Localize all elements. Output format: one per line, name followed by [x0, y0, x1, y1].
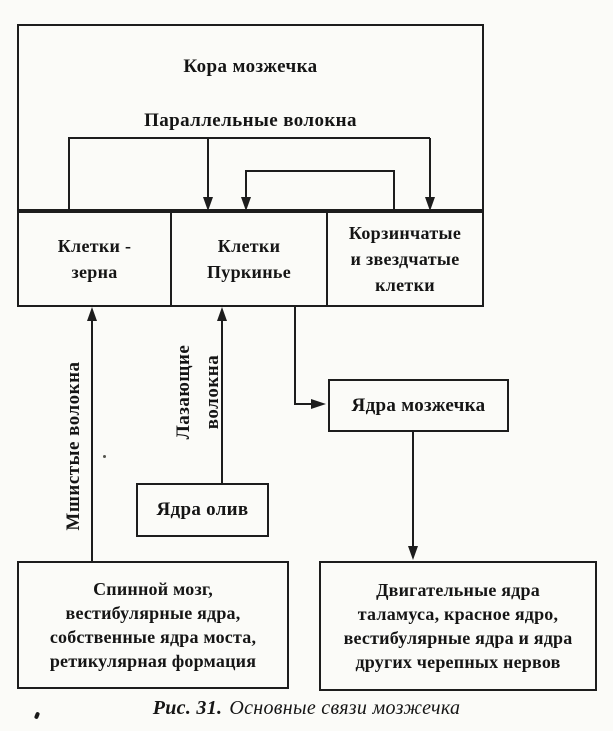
afferent-sources-line: Спинной мозг, [93, 579, 213, 599]
cerebellar-nuclei-label: Ядра мозжечка [351, 394, 486, 416]
efferent-targets-line: вестибулярные ядра и ядра [343, 628, 573, 648]
basket-stellate-cells-box [326, 211, 484, 307]
climbing-fibers-label-line: волокна [202, 354, 223, 430]
purkinje-cells-label-line: Клетки [217, 236, 281, 256]
figure-caption [0, 697, 613, 720]
efferent-targets-line: таламуса, красное ядро, [357, 604, 559, 624]
basket-stellate-label-line: и звездчатые [350, 249, 460, 269]
climbing-fibers-label [169, 332, 227, 452]
olivary-nuclei-label: Ядра олив [156, 499, 249, 520]
arrowhead-up-icon [217, 307, 227, 321]
ink-speck [103, 455, 106, 458]
afferent-sources-line: собственные ядра моста, [49, 627, 257, 647]
purkinje-to-nuclei-arrow [295, 307, 312, 404]
arrowhead-down-icon [408, 546, 418, 560]
cortex-title: Кора мозжечка [183, 56, 318, 77]
mossy-fibers-label: Мшистые волокна [63, 361, 84, 531]
granule-cells-box [17, 211, 172, 307]
purkinje-cells-label-line: Пуркинье [206, 262, 292, 282]
arrowhead-right-icon [311, 399, 326, 409]
climbing-fibers-label-line: Лазающие [173, 344, 194, 440]
efferent-targets-box [319, 561, 597, 691]
cerebellar-nuclei-box [328, 379, 509, 432]
granule-cells-label-line: зерна [71, 262, 118, 282]
figure-caption-text: Основные связи мозжечка [229, 697, 461, 719]
parallel-fibers-label: Параллельные волокна [144, 110, 357, 131]
afferent-sources-line: ретикулярная формация [49, 651, 257, 671]
basket-stellate-label-line: клетки [375, 275, 435, 295]
arrowhead-up-icon [87, 307, 97, 321]
olivary-nuclei-box [136, 483, 269, 537]
afferent-sources-line: вестибулярные ядра, [65, 603, 241, 623]
afferent-sources-box [17, 561, 289, 689]
cortex-box [17, 24, 484, 211]
basket-stellate-label-line: Корзинчатые [348, 223, 462, 243]
purkinje-cells-box [170, 211, 328, 307]
granule-cells-label-line: Клетки - [57, 236, 132, 256]
efferent-targets-line: Двигательные ядра [376, 580, 540, 600]
figure-caption-number: Рис. 31. [152, 697, 223, 719]
efferent-targets-line: других черепных нервов [355, 652, 561, 672]
